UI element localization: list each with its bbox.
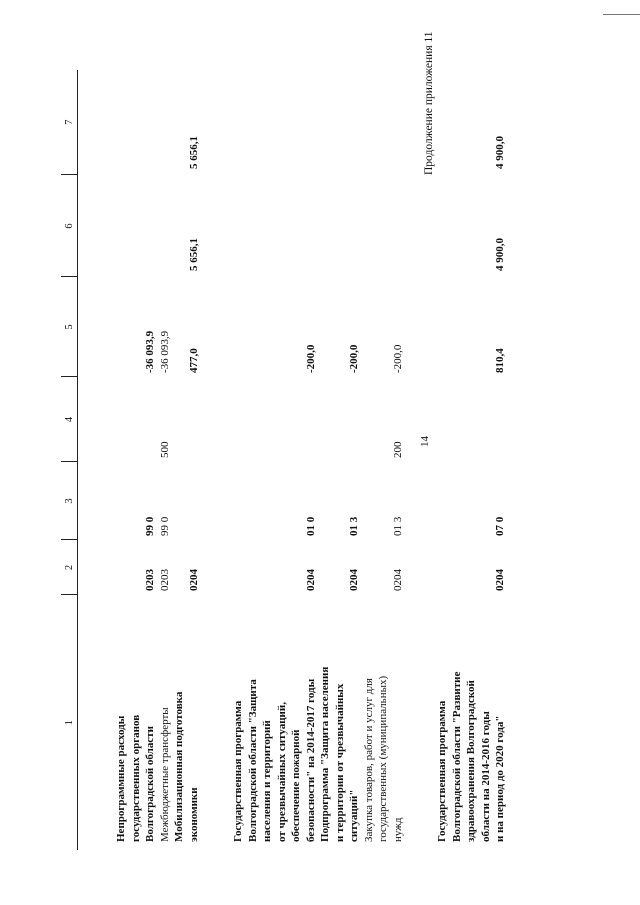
row-name [435,595,508,850]
cell-c5: -36 093,9 [144,330,156,373]
cell-c7 [318,70,362,175]
spacer-cell [405,540,435,595]
header-col-4: 4 [61,377,78,462]
header-row [61,70,78,850]
spacer-cell [201,595,231,850]
page-number: 14 [419,436,431,447]
cell-c6 [158,175,173,277]
row-name-line: Волгоградской области "Защита [246,679,259,842]
row-name-line: обеспечение пожарной [290,729,302,842]
spacer-cell [201,462,231,540]
row-name-line: здравоохранения Волгоградской [465,680,477,842]
continuation-caption: Продолжение приложения 11 [423,31,435,175]
cell-c2: 0204 [391,569,404,591]
cell-c2: 0204 [304,569,317,591]
cell-c4 [78,377,158,462]
cell-c4 [172,377,201,462]
row-name-line: и территории от чрезвычайных [333,683,346,842]
spacer-cell [201,377,231,462]
row-name-line: Закупка товаров, работ и услуг для [362,678,375,842]
row-name-line: Межбюджетные трансферты [158,707,171,842]
spacer-cell [201,277,231,377]
cell-c4 [318,377,362,462]
budget-table [61,70,508,850]
cell-c2: 0204 [187,569,200,591]
cell-c7 [158,70,173,175]
cell-c4: 200 [391,441,404,458]
cell-c5: 477,0 [187,348,200,373]
header-col-7: 7 [61,70,78,175]
table-row [362,70,406,850]
cell-c2: 0203 [144,569,156,591]
cell-c4 [435,377,508,462]
row-name-line: от чрезвычайных ситуаций, [275,702,288,842]
cell-c4: 500 [158,441,171,458]
cell-c7: 4 900,0 [494,136,506,169]
spacer-cell [405,595,435,850]
cell-c3: 07 0 [494,516,506,536]
cell-c5: 810,4 [494,348,506,373]
cell-c3: 01 3 [348,516,360,536]
header-col-3: 3 [61,462,78,540]
cell-c3: 99 0 [158,516,171,536]
row-name-line: Мобилизационная подготовка [173,691,185,842]
table-row [231,70,318,850]
table-row [318,70,362,850]
row-name-line: Государственная программа [232,700,244,842]
row-name-line: населения и территорий [261,720,273,842]
row-name-line: безопасности" на 2014-2017 годы [304,678,317,842]
row-name [231,595,318,850]
table-row [172,70,201,850]
cell-c6: 5 656,1 [187,238,200,271]
row-name [318,595,362,850]
cell-c7 [362,70,406,175]
row-name-line: экономики [187,787,200,842]
spacer-row [201,70,231,850]
row-name-line: и на период до 2020 года" [494,715,506,842]
cell-c3: 01 0 [304,516,317,536]
cell-c2: 0203 [158,569,171,591]
cell-c2: 0204 [348,569,360,591]
row-name-line: ситуаций" [348,789,360,842]
cell-c4 [231,377,318,462]
cell-c2: 0204 [494,569,506,591]
cell-c6: 4 900,0 [494,238,506,271]
row-name-line: Волгоградской области "Развитие [450,671,463,842]
spacer-cell [201,540,231,595]
row-name-line: государственных органов [129,714,142,842]
row-name-line: государственных (муниципальных) [377,675,389,842]
table-row [435,70,508,850]
row-name-line: Государственная программа [436,700,448,842]
row-name-line: Подпрограмма "Защита населения [319,666,331,842]
spacer-cell [405,175,435,277]
cell-c7 [78,70,158,175]
cell-c6 [78,175,158,277]
spacer-cell [405,277,435,377]
spacer-row [405,70,435,850]
header-col-5: 5 [61,277,78,377]
cell-c7: 5 656,1 [187,136,200,169]
table-row [78,70,158,850]
cell-c3: 01 3 [391,516,404,536]
row-name-line: области на 2014-2016 годы [479,711,492,842]
spacer-cell [201,70,231,175]
header-col-2: 2 [61,540,78,595]
cell-c6 [362,175,406,277]
row-name [362,595,406,850]
cell-c5: -36 093,9 [158,330,171,373]
cell-c5: -200,0 [391,344,404,373]
row-name-line: Волгоградской области [144,726,156,842]
spacer-cell [405,70,435,175]
table-row [158,70,173,850]
cell-c5: -200,0 [348,344,360,373]
cell-c5: -200,0 [304,344,317,373]
row-name [158,595,173,850]
spacer-cell [201,175,231,277]
row-name-line: Непрограммные расходы [115,715,127,842]
spacer-cell [405,377,435,462]
header-col-1: 1 [61,595,78,850]
cell-c3 [172,462,201,540]
header-col-6: 6 [61,175,78,277]
cell-c7 [231,70,318,175]
cell-c3: 99 0 [144,516,156,536]
row-name [172,595,201,850]
row-name [78,595,158,850]
cell-c6 [231,175,318,277]
cell-c6 [318,175,362,277]
row-name-line: нужд [391,817,404,842]
spacer-cell [405,462,435,540]
